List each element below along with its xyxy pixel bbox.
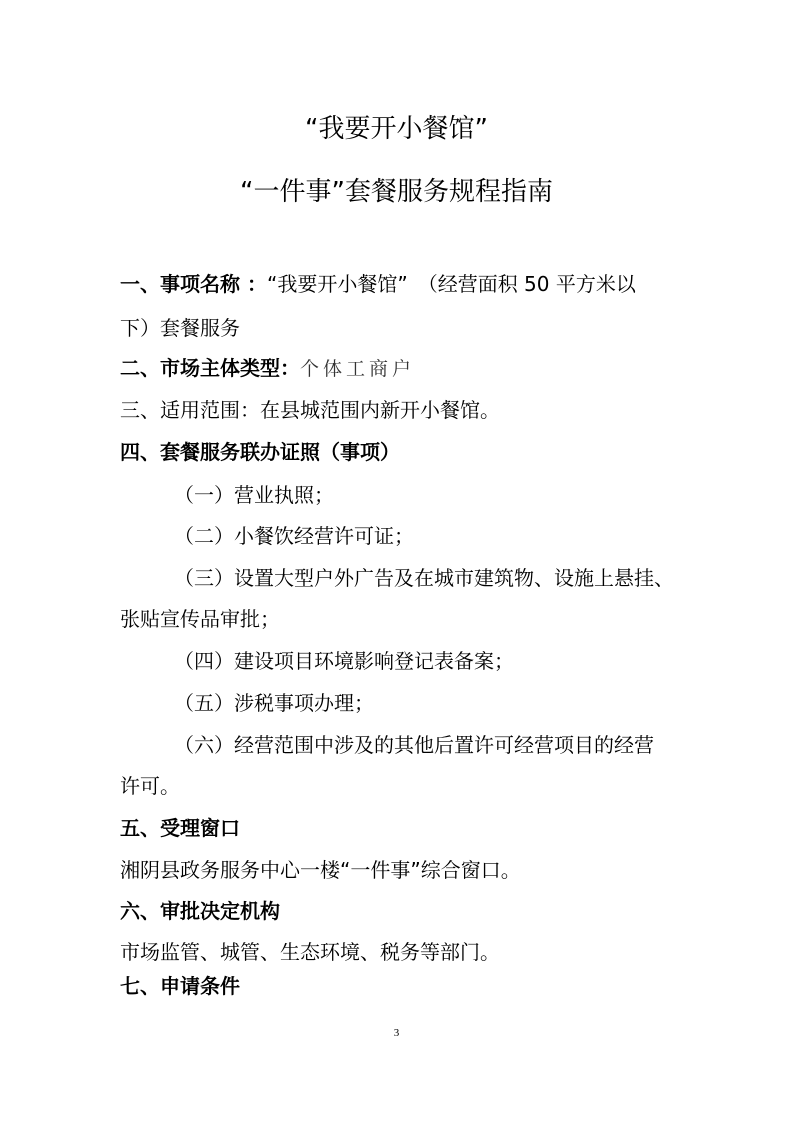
section-5-heading: 五、受理窗口 [120, 816, 240, 840]
section-1-text: “我要开小餐馆” （经营面积 50 平方米以 [266, 272, 636, 296]
section-1-line-1 [120, 271, 636, 297]
section-4-item-3-line-1: （三）设置大型户外广告及在城市建筑物、设施上悬挂、 [174, 566, 674, 590]
section-4-heading: 四、套餐服务联办证照（事项） [120, 440, 400, 464]
section-4-item-2: （二）小餐饮经营许可证； [174, 524, 414, 548]
section-4-item-3-line-2: 张贴宣传品审批； [120, 607, 280, 631]
section-4-item-5: （五）涉税事项办理； [174, 691, 374, 715]
section-2-heading: 二、市场主体类型： [120, 356, 300, 380]
section-1-heading: 一、事项名称 ： [120, 272, 267, 296]
section-4-item-4: （四）建设项目环境影响登记表备案； [174, 649, 514, 673]
page-number: 3 [393, 1027, 400, 1039]
section-5-text: 湘阴县政务服务中心一楼“一件事”综合窗口。 [120, 858, 521, 882]
section-1-line-2: 下）套餐服务 [120, 316, 240, 340]
section-4-item-1: （一）营业执照； [174, 483, 334, 507]
section-4-item-6-line-1: （六）经营范围中涉及的其他后置许可经营项目的经营 [174, 733, 654, 757]
section-6-text: 市场监管、城管、生态环境、税务等部门。 [120, 940, 500, 964]
document-title-line-2: “一件事”套餐服务规程指南 [240, 177, 553, 207]
document-title-line-1: “我要开小餐馆” [305, 114, 488, 144]
section-6-heading: 六、审批决定机构 [120, 899, 280, 923]
section-4-item-6-line-2: 许可。 [120, 774, 180, 798]
section-3: 三、适用范围：在县城范围内新开小餐馆。 [120, 398, 500, 422]
section-7-heading: 七、申请条件 [120, 974, 240, 998]
section-2 [120, 355, 415, 382]
section-2-value: 个体工商户 [300, 358, 416, 380]
